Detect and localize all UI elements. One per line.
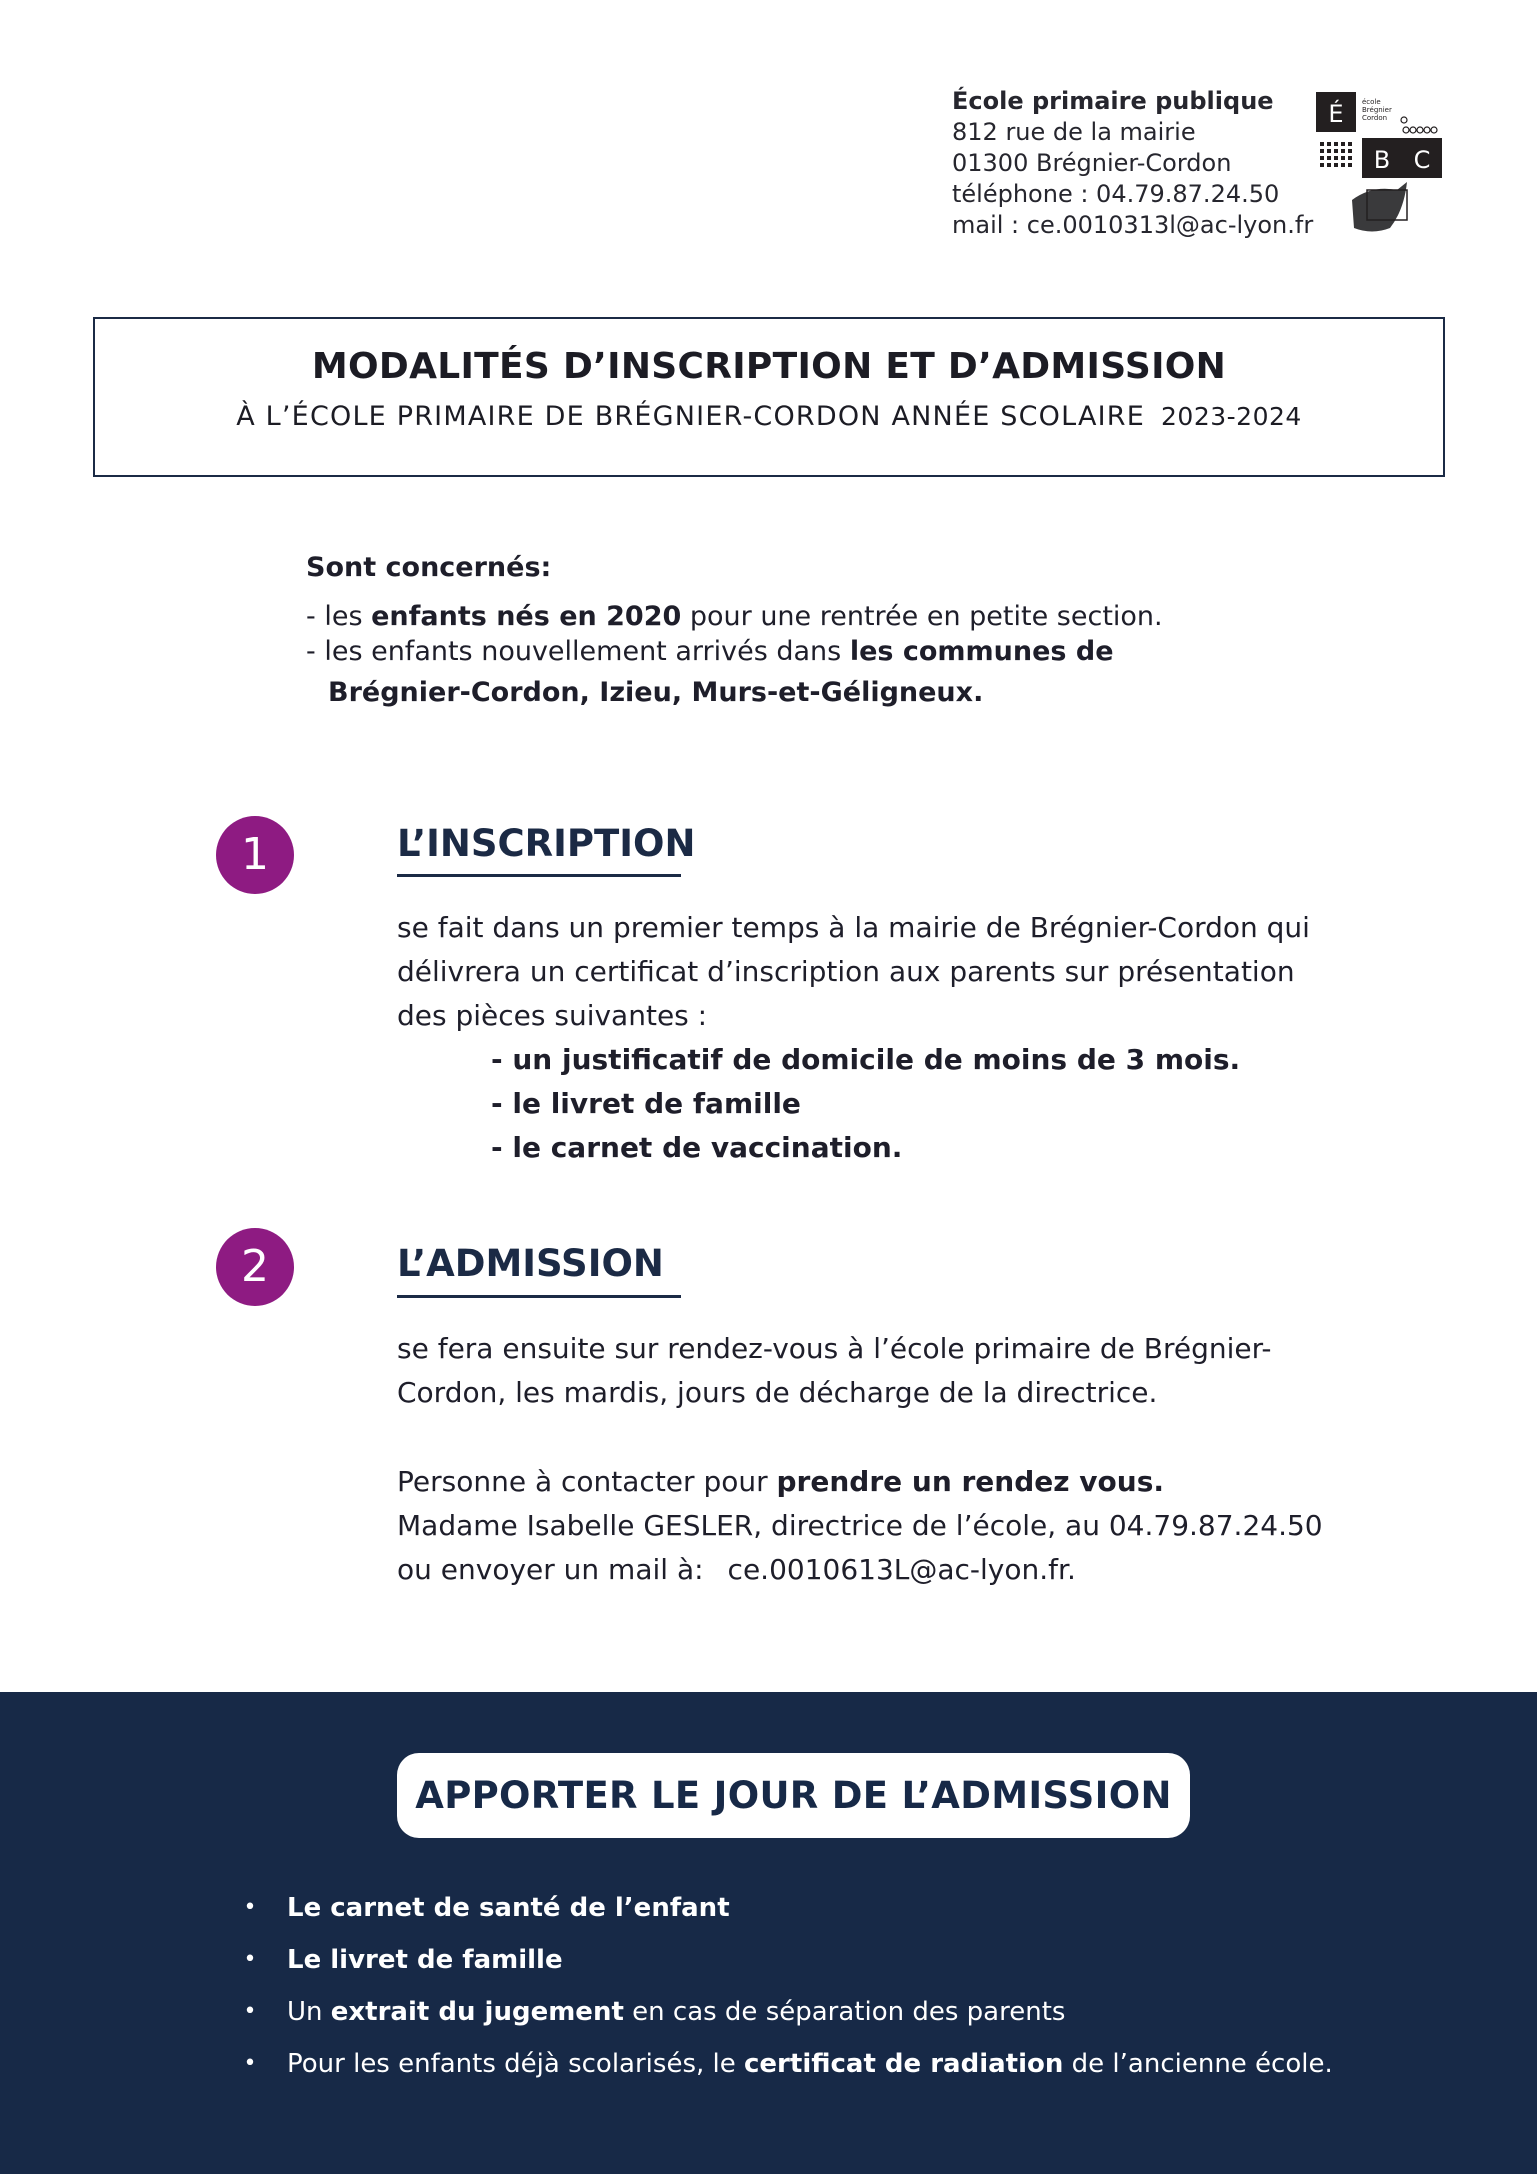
school-city: 01300 Brégnier-Cordon — [952, 149, 1232, 177]
inscription-body — [397, 906, 1310, 1170]
subtitle-text: À L’ÉCOLE PRIMAIRE DE BRÉGNIER-CORDON ANNÉE SCOLAIRE — [236, 401, 1146, 432]
document-item: - le carnet de vaccination. — [491, 1131, 903, 1164]
school-phone: téléphone : 04.79.87.24.50 — [952, 180, 1280, 208]
school-year: 2023-2024 — [1161, 402, 1302, 431]
school-name: École primaire publique — [952, 87, 1274, 115]
inscription-heading: L’INSCRIPTION — [397, 822, 696, 865]
concerned-item-2: - les enfants nouvellement arrivés dans les communes de — [306, 636, 1114, 667]
concerned-communes: Brégnier-Cordon, Izieu, Murs-et-Géligneux. — [328, 677, 984, 708]
logo-letter-b: B — [1373, 146, 1391, 174]
logo-small-3: Cordon — [1362, 114, 1388, 122]
step-2-badge: 2 — [216, 1228, 294, 1306]
bullet-icon: • — [243, 1895, 257, 1920]
inscription-line-2: délivrera un certificat d’inscription aux parents sur présentation — [397, 955, 1295, 988]
contact-line-1: Personne à contacter pour prendre un rendez vous. — [397, 1465, 1165, 1498]
admission-contact — [397, 1460, 1323, 1592]
document-item: - un justificatif de domicile de moins de 3 mois. — [491, 1043, 1241, 1076]
school-street: 812 rue de la mairie — [952, 118, 1196, 146]
concerned-item-1: - les enfants nés en 2020 pour une rentrée en petite section. — [306, 601, 1163, 632]
admission-line-2: Cordon, les mardis, jours de décharge de la directrice. — [397, 1376, 1158, 1409]
admission-underline — [397, 1295, 681, 1298]
title-box — [93, 317, 1445, 477]
inscription-line-1: se fait dans un premier temps à la mairie de Brégnier-Cordon qui — [397, 911, 1310, 944]
step-1-badge: 1 — [216, 816, 294, 894]
school-mail: mail : ce.0010313l@ac-lyon.fr — [952, 211, 1314, 239]
contact-line-2: Madame Isabelle GESLER, directrice de l’école, au 04.79.87.24.50 — [397, 1509, 1323, 1542]
school-logo — [1312, 90, 1452, 240]
logo-letter-e: É — [1328, 100, 1344, 128]
page-title: MODALITÉS D’INSCRIPTION ET D’ADMISSION — [311, 346, 1227, 387]
admission-line-1: se fera ensuite sur rendez-vous à l’école primaire de Brégnier- — [397, 1332, 1272, 1365]
contact-email: ce.0010613L@ac-lyon.fr. — [727, 1553, 1076, 1586]
logo-small-1: école — [1362, 98, 1381, 106]
bullet-icon: • — [243, 2051, 257, 2076]
inscription-line-3: des pièces suivantes : — [397, 999, 708, 1032]
admission-body — [397, 1327, 1271, 1415]
concerned-heading: Sont concernés: — [306, 552, 552, 583]
inscription-underline — [397, 874, 681, 877]
concerned-section — [306, 550, 1163, 710]
bullet-icon: • — [243, 1999, 257, 2024]
school-address — [952, 86, 1313, 241]
contact-line-3: ou envoyer un mail à: ce.0010613L@ac-lyon.fr. — [397, 1553, 1076, 1586]
bring-heading: APPORTER LE JOUR DE L’ADMISSION — [397, 1753, 1190, 1838]
page-subtitle — [95, 401, 1443, 432]
logo-small-2: Brégnier — [1362, 106, 1392, 114]
bullet-icon: • — [243, 1947, 257, 1972]
document-item: - le livret de famille — [491, 1087, 801, 1120]
admission-heading: L’ADMISSION — [397, 1242, 664, 1285]
logo-letter-c: C — [1413, 146, 1431, 174]
